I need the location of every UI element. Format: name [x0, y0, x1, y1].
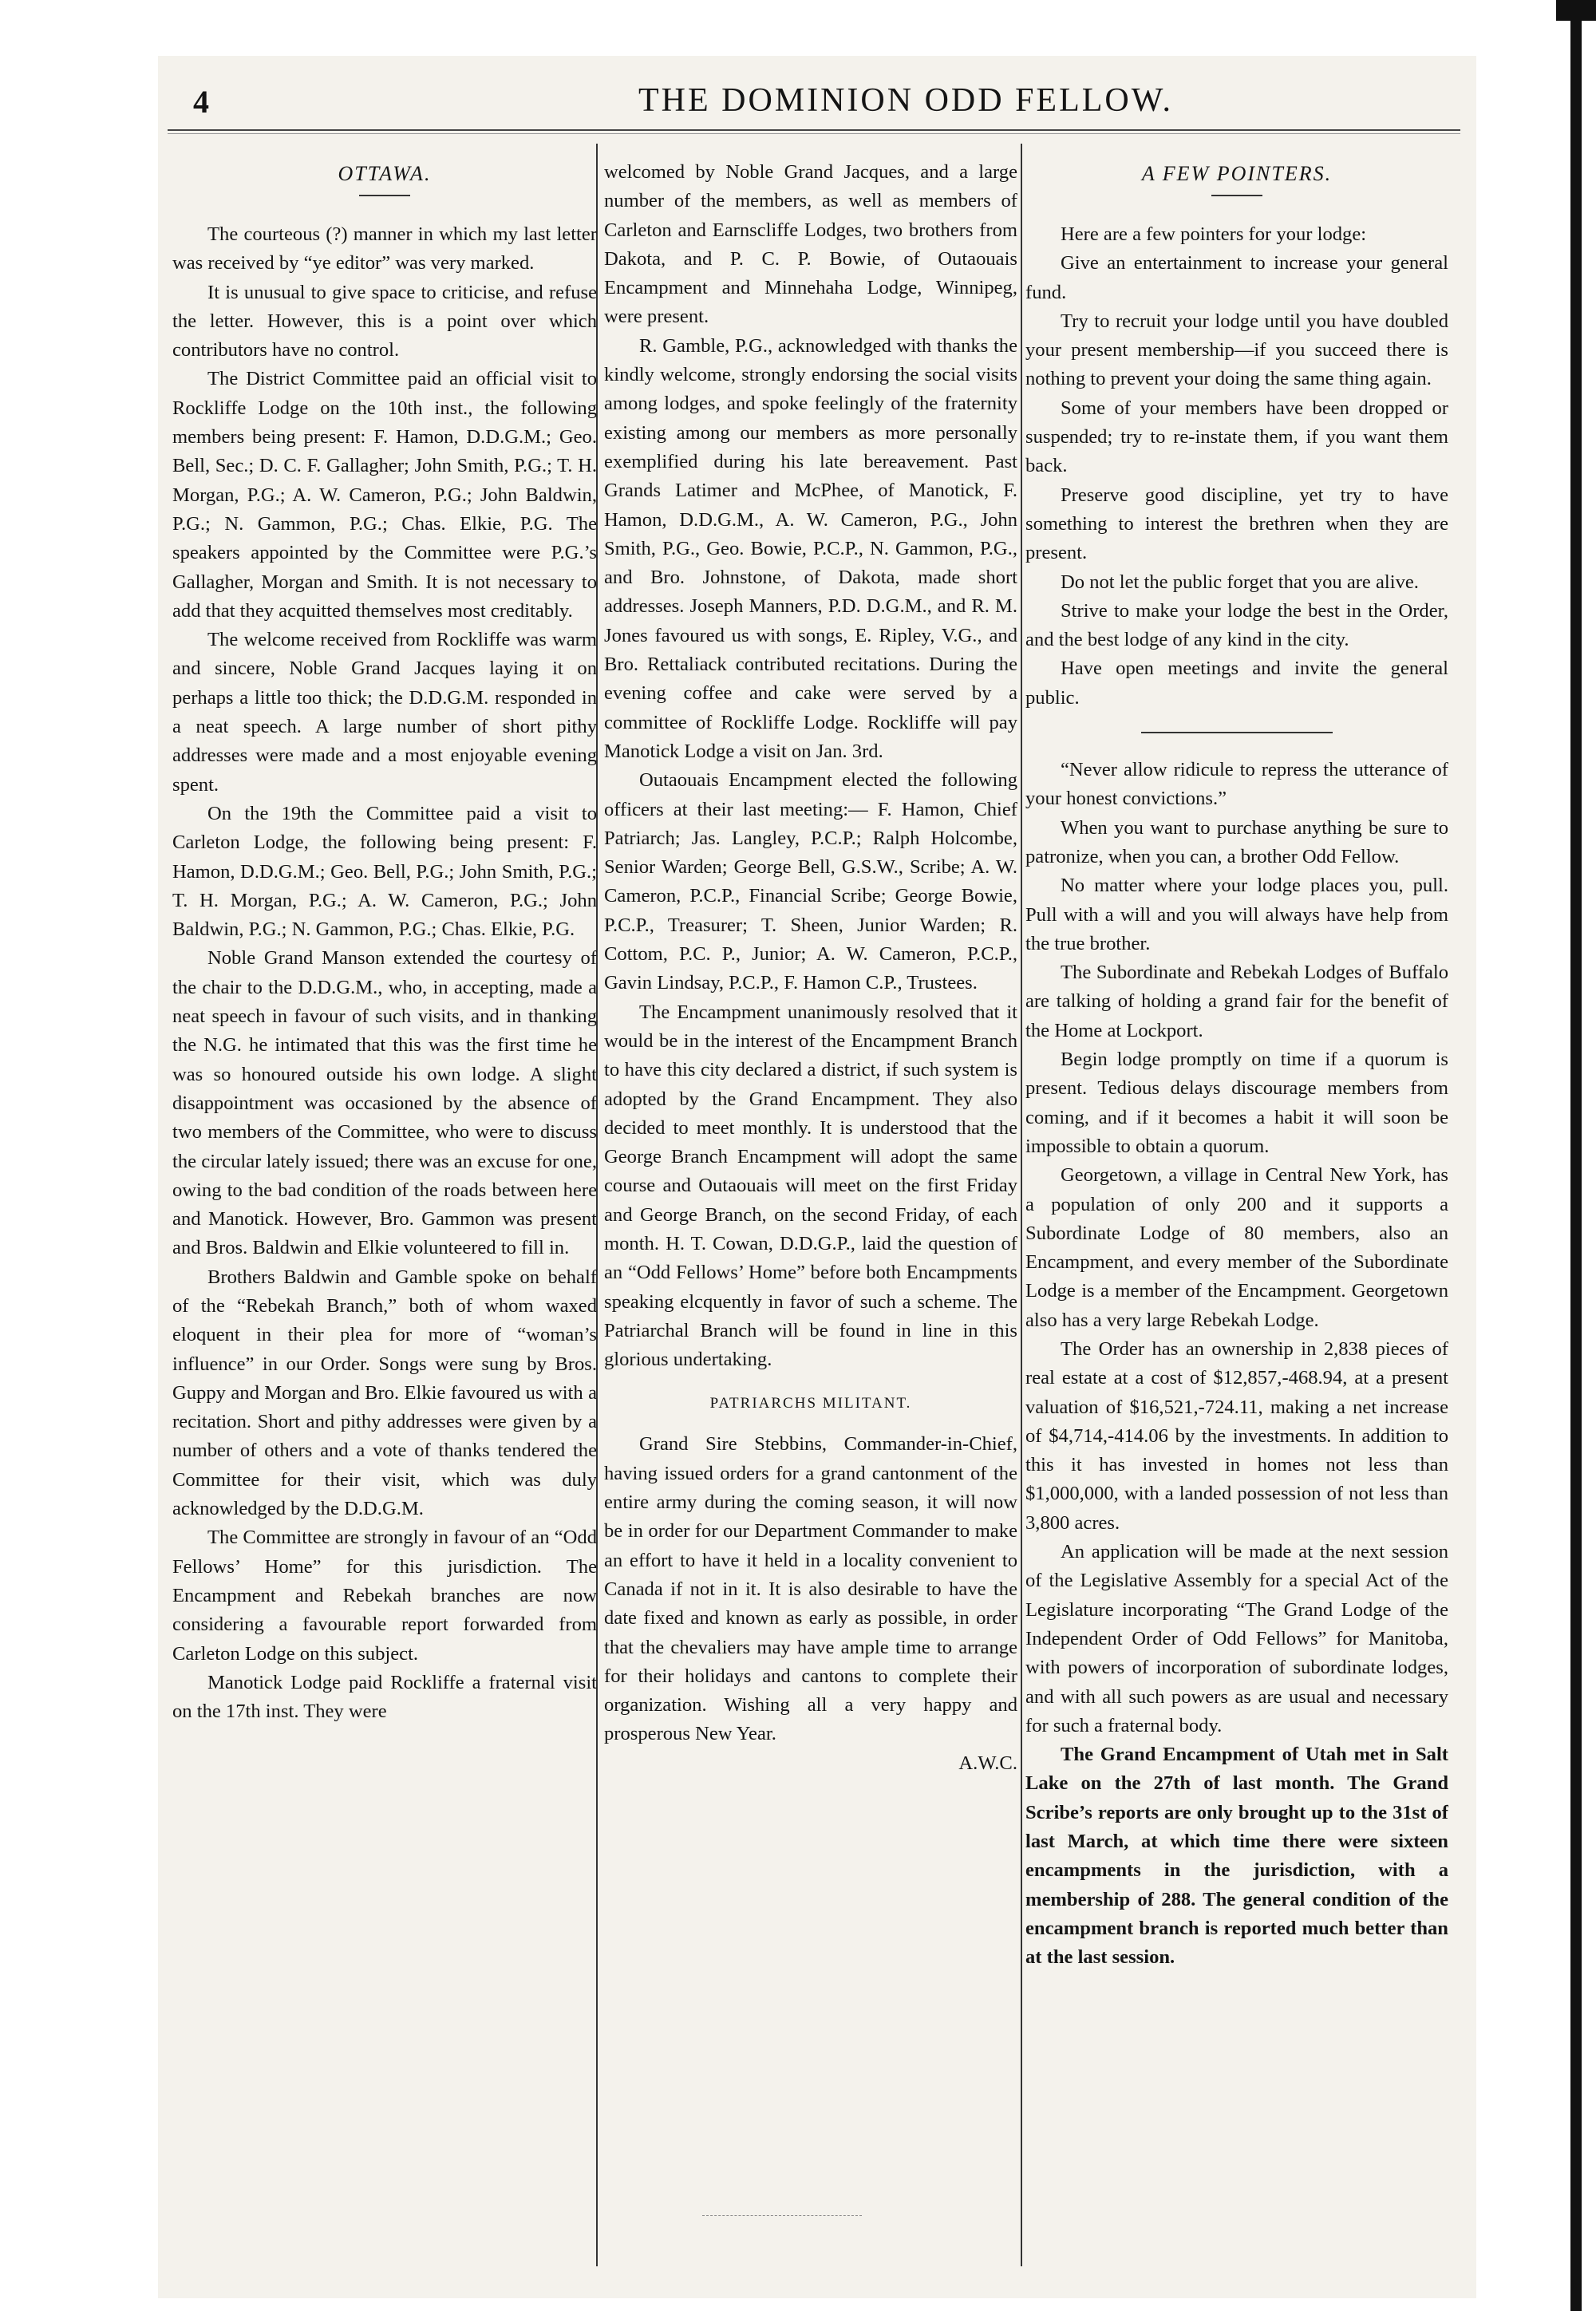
page-number: 4 [193, 84, 209, 120]
page-header [184, 80, 1460, 128]
paragraph: “Never allow ridicule to repress the utterance of your honest convictions.” [1025, 759, 1448, 810]
scan-corner-shadow [1556, 0, 1596, 21]
paragraph: welcomed by Noble Grand Jacques, and a large number of the members, as well as members of Carleton and Earnscliffe Lodges, two brothers from Dakota, and P. C. P. Bowie, of Outaouais Encampment and Minnehaha Lodge, Winnipeg, were present. [604, 161, 1017, 328]
column-few-pointers [1025, 158, 1448, 2265]
paragraph: Preserve good discipline, yet try to have something to interest the brethren when they are present. [1025, 484, 1448, 564]
masthead-title: THE DOMINION ODD FELLOW. [638, 82, 1174, 119]
paragraph: Try to recruit your lodge until you have doubled your present membership—if you succeed there is nothing to prevent your doing the same thing again. [1025, 310, 1448, 390]
paragraph: Georgetown, a village in Central New York, has a population of only 200 and it supports a Subordinate Lodge of 80 members, also an Encampment, and every member of the Subordinate Lodge is a member of the Encampment. Georgetown also has a very large Rebekah Lodge. [1025, 1164, 1448, 1331]
paragraph: Strive to make your lodge the best in the Order, and the best lodge of any kind in the city. [1025, 599, 1448, 651]
paragraph: Here are a few pointers for your lodge: [1061, 223, 1367, 245]
scan-edge-border [1570, 0, 1582, 2311]
section-heading-ottawa: OTTAWA. [338, 162, 432, 185]
paragraph: When you want to purchase anything be sure to patronize, when you can, a brother Odd Fellow. [1025, 816, 1448, 867]
paragraph: The Subordinate and Rebekah Lodges of Buffalo are talking of holding a grand fair for the benefit of the Home at Lockport. [1025, 962, 1448, 1041]
paragraph: On the 19th the Committee paid a visit to Carleton Lodge, the following being present: F. Hamon, D.D.G.M.; Geo. Bell, P.G.; John Smith, P.G.; T. H. Morgan, P.G.; A. W. Cameron, P.G.; John Baldwin, P.G.; N. Gammon, P.G.; Chas. Elkie, P.G. [172, 802, 597, 941]
paragraph: Brothers Baldwin and Gamble spoke on behalf of the “Rebekah Branch,” both of whom waxed eloquent in their plea for more of “woman’s influence” in our Order. Songs were sung by Bros. Guppy and Morgan and Bro. Elkie favoured us with a recitation. Short and pithy addresses were given by a number of others and a vote of thanks tendered the Committee for their visit, which was duly acknowledged by the D.D.G.M. [172, 1266, 597, 1520]
paragraph: The welcome received from Rockliffe was warm and sincere, Noble Grand Jacques laying it on perhaps a little too thick; the D.D.G.M. responded in a neat speech. A large number of short pithy addresses were made and a most enjoyable evening spent. [172, 629, 597, 796]
section-divider-rule [1141, 732, 1333, 733]
paragraph: Outaouais Encampment elected the following officers at their last meeting:— F. Hamon, Chief Patriarch; Jas. Langley, P.C.P.; Ralph Holcombe, Senior Warden; George Bell, G.S.W., Scribe; A. W. Cameron, P.C.P., Financial Scribe; George Bowie, P.C.P., Treasurer; T. Sheen, Junior Warden; R. Cottom, P.C. P., Junior; A. W. Cameron, P.C.P., Gavin Lindsay, P.C.P., F. Hamon C.P., Trustees. [604, 769, 1017, 994]
paragraph: Manotick Lodge paid Rockliffe a fraternal visit on the 17th inst. They were [172, 1671, 597, 1723]
column-ottawa [172, 158, 597, 2265]
paragraph: It is unusual to give space to criticise, and refuse the letter. However, this is a point over which contributors have no control. [172, 281, 597, 361]
paragraph: The Encampment unanimously resolved that it would be in the interest of the Encampment Branch to have this city declared a district, if such system is adopted by the Grand Encampment. They also decided to meet monthly. It is understood that the George Branch Encampment will adopt the same course and Outaouais will meet on the first Friday and George Branch, on the second Friday, of each month. H. T. Cowan, D.D.G.P., laid the question of an “Odd Fellows’ Home” before both Encampments speaking elcquently in favor of such a scheme. The Patriarchal Branch will be found in line in this glorious undertaking. [604, 1001, 1017, 1371]
paragraph: The courteous (?) manner in which my last letter was received by “ye editor” was very marked. [172, 223, 597, 275]
paragraph: Begin lodge promptly on time if a quorum is present. Tedious delays discourage members from coming, and if it becomes a habit it will soon be impossible to obtain a quorum. [1025, 1049, 1448, 1157]
heading-rule [359, 195, 410, 196]
section-heading-few-pointers: A FEW POINTERS. [1141, 162, 1333, 185]
paragraph: The District Committee paid an official visit to Rockliffe Lodge on the 10th inst., the following members being present: F. Hamon, D.D.G.M.; Geo. Bell, Sec.; D. C. F. Gallagher; John Smith, P.G.; T. H. Morgan, P.G.; A. W. Cameron, P.G.; John Baldwin, P.G.; N. Gammon, P.G.; Chas. Elkie, P.G. The speakers appointed by the Committee were P.G.’s Gallagher, Morgan and Smith. It is not necessary to add that they acquitted themselves most creditably. [172, 368, 597, 622]
pointers-items [1025, 756, 1448, 1972]
paragraph: No matter where your lodge places you, pull. Pull with a will and you will always have help from the true brother. [1025, 875, 1448, 954]
paragraph: R. Gamble, P.G., acknowledged with thanks the kindly welcome, strongly endorsing the social visits among lodges, and spoke feelingly of the fraternity existing among our members as more personally exemplified during his late bereavement. Past Grands Latimer and McPhee, of Manotick, F. Hamon, D.D.G.M., A. W. Cameron, P.G., John Smith, P.G., Geo. Bowie, P.C.P., N. Gammon, P.G., and Bro. Johnstone, of Dakota, made short addresses. Joseph Manners, P.D. D.G.M., and R. M. Jones favoured us with songs, E. Ripley, V.G., and Bro. Rettaliack contributed recitations. During the evening coffee and cake were served by a committee of Rockliffe Lodge. Rockliffe will pay Manotick Lodge a visit on Jan. 3rd. [604, 334, 1017, 762]
paragraph: Have open meetings and invite the general public. [1025, 658, 1448, 709]
paragraph: Do not let the public forget that you are alive. [1061, 571, 1419, 593]
paragraph: An application will be made at the next session of the Legislative Assembly for a special Act of the Legislature incorporating “The Grand Lodge of the Independent Order of Odd Fellows” for Manitoba, with powers of incorporation of subordinate lodges, and with all such powers as are usual and necessary for such a fraternal body. [1025, 1541, 1448, 1736]
paragraph: Noble Grand Manson extended the courtesy of the chair to the D.D.G.M., who, in accepting, made a neat speech in favour of such visits, and in thanking the N.G. he intimated that this was the first time he was so honoured outside his own lodge. A slight disappointment was occasioned by the absence of two members of the Committee, who were to discuss the circular lately issued; there was an excuse for one, owing to the bad condition of the roads between here and Manotick. However, Bro. Gammon was present and Bros. Baldwin and Elkie volunteered to fill in. [172, 947, 597, 1259]
heading-rule [1211, 195, 1262, 196]
signature: A.W.C. [958, 1752, 1017, 1774]
paragraph: The Order has an ownership in 2,838 pieces of real estate at a cost of $12,857,-468.94, at a present valuation of $16,521,-724.11, making a net increase of $4,714,-414.06 by the investments. In addition to this it has invested in homes not less than $1,000,000, with a landed possession of not less than 3,800 acres. [1025, 1337, 1448, 1534]
paragraph: The Committee are strongly in favour of an “Odd Fellows’ Home” for this jurisdiction. The Encampment and Rebekah branches are now considering a favourable report forwarded from Carleton Lodge on this subject. [172, 1527, 597, 1665]
footer-smudge [702, 2215, 862, 2216]
paragraph: The Grand Encampment of Utah met in Salt Lake on the 27th of last month. The Grand Scribe’s reports are only brought up to the 31st of last March, at which time there were sixteen encampments in the jurisdiction, with a membership of 288. The general condition of the encampment branch is reported much better than at the last session. [1025, 1744, 1448, 1969]
column-divider [1021, 144, 1022, 2266]
paragraph: Grand Sire Stebbins, Commander-in-Chief, having issued orders for a grand cantonment of the entire army during the coming season, it will now be in order for our Department Commander to make an effort to have it held in a locality convenient to Canada if not in it. It is also desirable to have the date fixed and known as early as possible, in order that the chevaliers may have ample time to arrange for their holidays and cantons to complete their organization. Wishing all a very happy and prosperous New Year. [604, 1433, 1017, 1745]
paragraph: Give an entertainment to increase your general fund. [1025, 252, 1448, 303]
header-rule [168, 129, 1460, 134]
paragraph: Some of your members have been dropped or suspended; try to re-instate them, if you want them back. [1025, 397, 1448, 477]
column-continued [604, 158, 1017, 2265]
section-heading-patriarchs-militant: PATRIARCHS MILITANT. [709, 1395, 912, 1412]
